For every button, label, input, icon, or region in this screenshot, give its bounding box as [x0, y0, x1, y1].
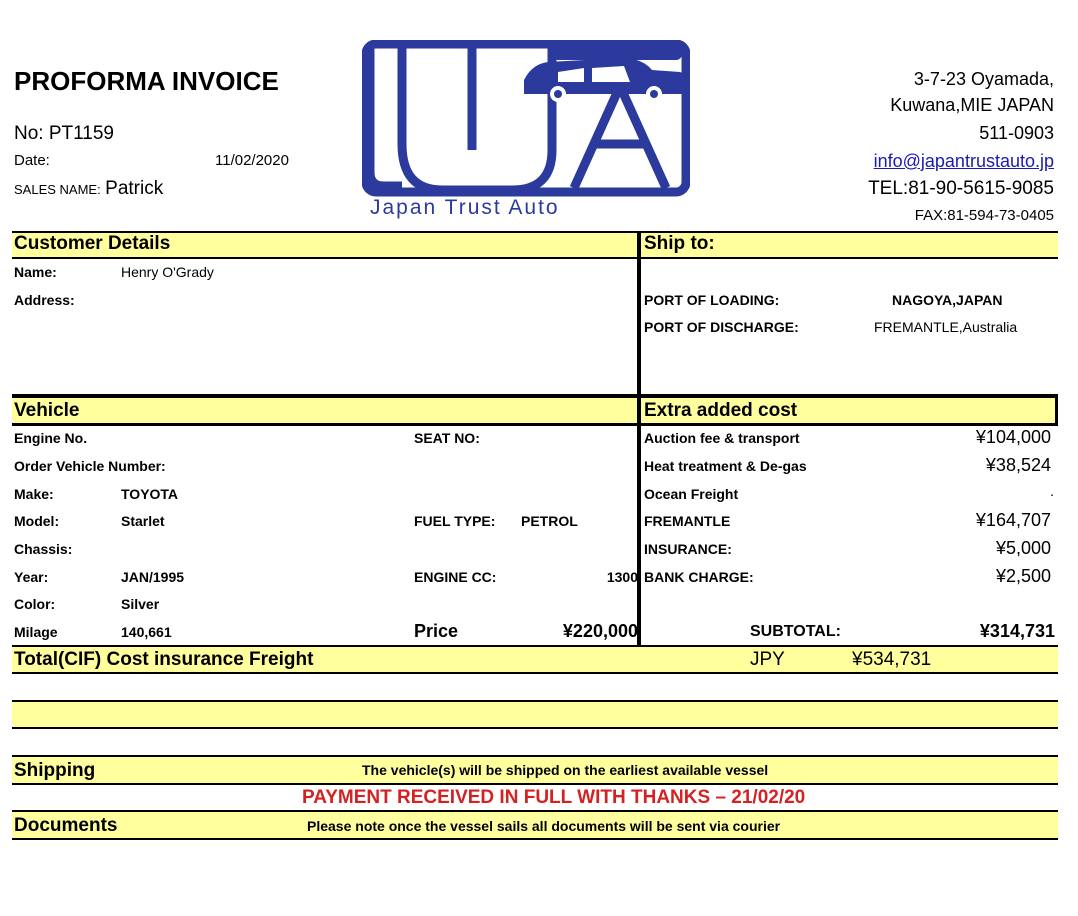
port-of-discharge-value: FREMANTLE,Australia [874, 319, 1018, 335]
divider [12, 838, 1058, 840]
subtotal-value: ¥314,731 [979, 621, 1055, 641]
customer-name-value: Henry O'Grady [121, 264, 214, 280]
documents-label: Documents [14, 815, 118, 836]
auction-fee-value: ¥104,000 [975, 427, 1051, 447]
ocean-freight-label: Ocean Freight [644, 486, 739, 502]
company-logo [362, 40, 690, 220]
customer-address-label: Address: [14, 292, 75, 308]
extra-cost-heading: Extra added cost [644, 400, 798, 421]
color-label: Color: [14, 596, 56, 612]
jta-logo-icon [362, 40, 690, 220]
vehicle-heading: Vehicle [14, 400, 80, 421]
make-label: Make: [14, 486, 54, 502]
subtotal-label: SUBTOTAL: [750, 623, 841, 640]
invoice-title: PROFORMA INVOICE [14, 66, 279, 96]
ocean-freight-value: . [1050, 483, 1054, 499]
auction-fee-label: Auction fee & transport [644, 430, 800, 446]
milage-value: 140,661 [121, 624, 172, 640]
total-value: ¥534,731 [852, 649, 932, 670]
port-of-discharge-label: PORT OF DISCHARGE: [644, 319, 799, 335]
company-address-line1: 3-7-23 Oyamada, [913, 69, 1054, 89]
shipping-label: Shipping [14, 760, 96, 781]
payment-status: PAYMENT RECEIVED IN FULL WITH THANKS – 21/02/20 [302, 787, 806, 808]
shipping-note: The vehicle(s) will be shipped on the earliest available vessel [362, 762, 769, 778]
fuel-type-label: FUEL TYPE: [414, 513, 496, 529]
insurance-label: INSURANCE: [644, 541, 732, 557]
bank-charge-label: BANK CHARGE: [644, 569, 754, 585]
port-of-loading-label: PORT OF LOADING: [644, 292, 780, 308]
sales-name-label: SALES NAME: [14, 182, 101, 197]
fremantle-value: ¥164,707 [975, 510, 1051, 530]
color-value: Silver [121, 596, 160, 612]
divider [12, 810, 1058, 812]
model-label: Model: [14, 513, 60, 529]
price-value: ¥220,000 [562, 621, 638, 641]
milage-label: Milage [14, 624, 58, 640]
make-value: TOYOTA [121, 486, 179, 502]
divider [12, 645, 1058, 647]
vehicle-extra-header-band [12, 398, 1058, 424]
total-currency: JPY [750, 649, 785, 670]
divider [12, 783, 1058, 785]
logo-caption: Japan Trust Auto [370, 196, 560, 219]
company-tel: TEL:81-90-5615-9085 [868, 178, 1054, 199]
divider [12, 755, 1058, 757]
engine-cc-label: ENGINE CC: [414, 569, 497, 585]
blank-band [12, 701, 1058, 728]
divider [12, 257, 1058, 259]
total-cif-label: Total(CIF) Cost insurance Freight [14, 649, 314, 670]
seat-no-label: SEAT NO: [414, 430, 480, 446]
insurance-value: ¥5,000 [995, 538, 1051, 558]
engine-no-label: Engine No. [14, 430, 88, 446]
sales-name-value: Patrick [105, 178, 164, 199]
fremantle-label: FREMANTLE [644, 513, 731, 529]
customer-details-heading: Customer Details [14, 233, 171, 254]
price-label: Price [414, 621, 459, 641]
heat-treatment-value: ¥38,524 [985, 455, 1051, 475]
invoice-number-label: No: [14, 123, 44, 144]
company-email[interactable]: info@japantrustauto.jp [873, 151, 1054, 171]
divider [12, 423, 1058, 426]
customer-name-label: Name: [14, 264, 57, 280]
divider [12, 672, 1058, 674]
divider [1055, 396, 1058, 425]
heat-treatment-label: Heat treatment & De-gas [644, 458, 807, 474]
documents-note: Please note once the vessel sails all documents will be sent via courier [307, 818, 781, 834]
divider [12, 394, 1058, 398]
ship-to-heading: Ship to: [644, 233, 715, 254]
company-fax: FAX:81-594-73-0405 [914, 207, 1054, 224]
divider [12, 700, 1058, 702]
port-of-loading-value: NAGOYA,JAPAN [892, 292, 1003, 308]
order-vehicle-number-label: Order Vehicle Number: [14, 458, 166, 474]
date-value: 11/02/2020 [215, 152, 289, 169]
year-value: JAN/1995 [121, 569, 185, 585]
sales-name [14, 178, 163, 200]
divider [12, 727, 1058, 729]
chassis-label: Chassis: [14, 541, 73, 557]
invoice-number [14, 123, 114, 145]
company-email-link[interactable] [874, 151, 1054, 172]
company-address-line2: Kuwana,MIE JAPAN [890, 95, 1054, 115]
date-label: Date: [14, 152, 50, 169]
company-postcode: 511-0903 [979, 123, 1054, 143]
engine-cc-value: 1300 [606, 569, 638, 585]
model-value: Starlet [121, 513, 165, 529]
invoice-number-value: PT1159 [48, 123, 114, 144]
bank-charge-value: ¥2,500 [995, 566, 1051, 586]
year-label: Year: [14, 569, 49, 585]
fuel-type-value: PETROL [521, 513, 578, 529]
